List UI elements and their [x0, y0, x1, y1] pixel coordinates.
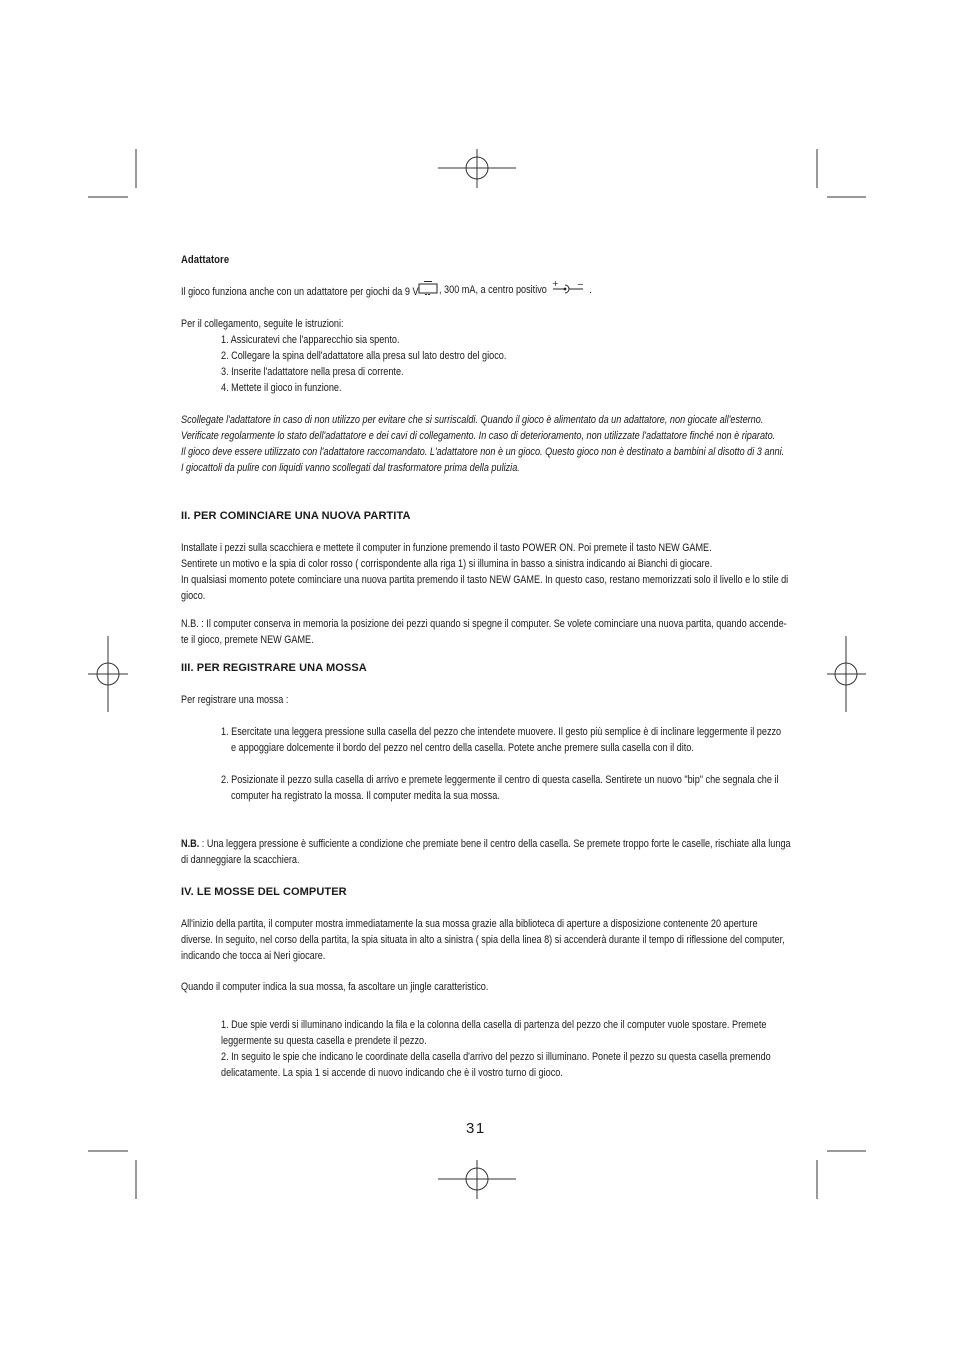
text-line: All'inizio della partita, il computer mostra immediatamente la sua mossa grazie alla biblioteca di aperture a disposizione contenente 20 aperture: [181, 918, 758, 930]
register-step-2: [181, 772, 781, 804]
text-line: In qualsiasi momento potete cominciare una nuova partita premendo il tasto NEW GAME. In questo caso, restano memorizzati solo il livello e lo stile di: [181, 574, 789, 586]
section-2-paragraph: [181, 540, 789, 604]
warning-line: Verificate regolarmente lo stato dell'adattatore e dei cavi di collegamento. In caso di deterioramento, non utilizzate l'adattatore finché non è riparato.: [181, 430, 776, 442]
text-line: gioco.: [181, 590, 206, 602]
computer-move-steps: [181, 1017, 781, 1081]
section-4-jingle: Quando il computer indica la sua mossa, fa ascoltare un jingle caratteristico.: [181, 981, 489, 993]
svg-text:+: +: [552, 280, 559, 288]
connect-intro: Per il collegamento, seguite le istruzioni:: [181, 318, 344, 330]
list-item: 1. Assicuratevi che l'apparecchio sia spento.: [221, 334, 400, 346]
text-line: leggermente su questa casella e prendete il pezzo.: [221, 1035, 427, 1047]
supply-text: Il gioco funziona anche con un adattatore per giochi da 9 V: [181, 286, 419, 298]
text-line: 2. Posizionate il pezzo sulla casella di arrivo e premete leggermente il centro di questa casella. Sentirete un nuovo "bip" che segnala che il: [221, 774, 779, 786]
section-4-paragraph: [181, 916, 785, 964]
dc-supply-icon: [417, 280, 439, 296]
supply-end: .: [589, 284, 592, 296]
register-step-1: [181, 724, 781, 756]
svg-text:−: −: [577, 280, 584, 289]
list-item: 4. Mettete il gioco in funzione.: [221, 382, 342, 394]
adattatore-heading: Adattatore: [181, 254, 230, 266]
nb-label: N.B.: [181, 838, 200, 850]
adapter-steps: [181, 332, 781, 396]
page-number: 31: [466, 1120, 486, 1137]
text-line: indicando che tocca ai Neri giocare.: [181, 950, 326, 962]
section-3-heading: III. PER REGISTRARE UNA MOSSA: [181, 662, 367, 674]
list-item: 3. Inserite l'adattatore nella presa di corrente.: [221, 366, 404, 378]
registration-mark-left: [88, 636, 128, 712]
section-2-heading: II. PER COMINCIARE UNA NUOVA PARTITA: [181, 510, 411, 522]
text-line: diverse. In seguito, nel corso della partita, la spia situata in alto a sinistra ( spia della linea 8) si accenderà durante il tempo di riflessione del computer,: [181, 934, 785, 946]
text-line: : Una leggera pressione è sufficiente a condizione che premiate bene il centro della casella. Se premete troppo forte le caselle, rischiate alla lunga: [199, 838, 791, 850]
registration-mark-right: [827, 636, 866, 712]
text-line: e appoggiare dolcemente il bordo del pezzo nel centro della casella. Potete anche premere sulla casella con il dito.: [231, 742, 694, 754]
text-line: Sentirete un motivo e la spia di color rosso ( corrispondente alla riga 1) si illumina in basso a sinistra indicando ai Bianchi di giocare.: [181, 558, 713, 570]
section-3-intro: Per registrare una mossa :: [181, 694, 289, 706]
section-3-note: [181, 836, 791, 868]
warning-line: Il gioco deve essere utilizzato con l'adattatore raccomandato. L'adattatore non è un gioco. Questo gioco non è destinato a bambini al disotto di 3 anni.: [181, 446, 785, 458]
text-line: 1. Due spie verdi si illuminano indicando la fila e la colonna della casella di partenza del pezzo che il computer vuole spostare. Premete: [221, 1019, 767, 1031]
text-line: di danneggiare la scacchiera.: [181, 854, 300, 866]
manual-page: [181, 250, 791, 1081]
text-line: N.B. : Il computer conserva in memoria la posizione dei pezzi quando si spegne il computer. Se volete cominciare una nuova partita, quando accende-: [181, 618, 787, 630]
list-item: 2. Collegare la spina dell'adattatore alla presa sul lato destro del gioco.: [221, 350, 507, 362]
registration-mark-top: [438, 149, 516, 188]
text-line: 1. Esercitate una leggera pressione sulla casella del pezzo che intendete muovere. Il gesto più semplice è di inclinare leggermente il pezzo: [221, 726, 782, 738]
text-line: computer ha registrato la mossa. Il computer medita la sua mossa.: [231, 790, 500, 802]
warning-line: Scollegate l'adattatore in caso di non utilizzo per evitare che si surriscaldi. Quando il gioco è alimentato da un adattatore, non giocate all'esterno.: [181, 414, 764, 426]
text-line: 2. In seguito le spie che indicano le coordinate della casella d'arrivo del pezzo si illuminano. Ponete il pezzo su questa casella premendo: [221, 1051, 771, 1063]
section-4-heading: IV. LE MOSSE DEL COMPUTER: [181, 886, 347, 898]
warning-line: I giocattoli da pulire con liquidi vanno scollegati dal trasformatore prima della pulizia.: [181, 462, 520, 474]
polarity-icon: [551, 280, 585, 296]
registration-mark-bottom: [438, 1160, 516, 1199]
section-2-note: [181, 616, 787, 648]
supply-mid: , 300 mA, a centro positivo: [439, 284, 547, 296]
text-line: Installate i pezzi sulla scacchiera e mettete il computer in funzione premendo il tasto POWER ON. Poi premete il tasto NEW GAME.: [181, 542, 712, 554]
text-line: delicatamente. La spia 1 si accende di nuovo indicando che è il vostro turno di gioco.: [221, 1067, 563, 1079]
text-line: te il gioco, premete NEW GAME.: [181, 634, 314, 646]
safety-warning: [181, 412, 785, 476]
